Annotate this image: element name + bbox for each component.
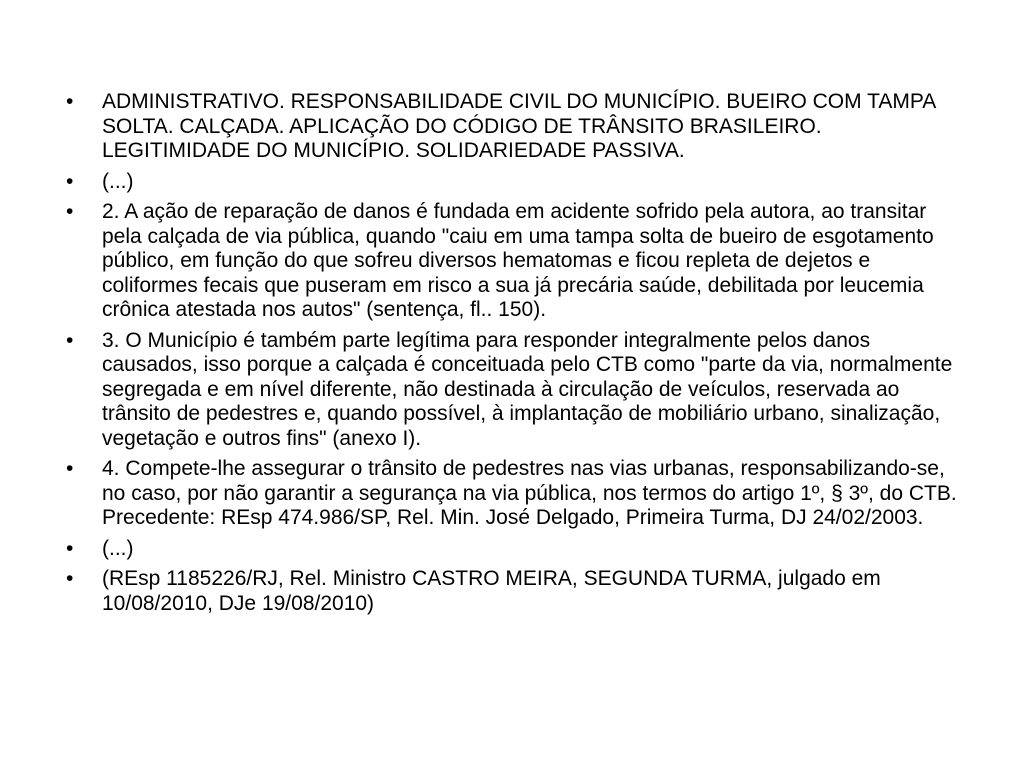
bullet-dot-icon: • <box>66 328 74 352</box>
bullet-item-point-4 <box>66 457 971 531</box>
bullet-item-point-3 <box>66 329 971 452</box>
bullet-text: 3. O Município é também parte legítima para responder integralmente pelos danos causados, isso porque a calçada é conceituada pelo CTB como "parte da via, normalmente segregada e em nível diferente, não destinada à circulação de veículos, reservada ao trânsito de pedestres e, quando possível, à implantação de mobiliário urbano, sinalização, vegetação e outros fins" (anexo I). <box>102 328 953 450</box>
bullet-item-citation <box>66 567 971 616</box>
bullet-text: ADMINISTRATIVO. RESPONSABILIDADE CIVIL DO MUNICÍPIO. BUEIRO COM TAMPA SOLTA. CALÇADA. APLICAÇÃO DO CÓDIGO DE TRÂNSITO BRASILEIRO. LEGITIMIDADE DO MUNICÍPIO. SOLIDARIEDADE PASSIVA. <box>102 90 936 162</box>
bullet-item-point-2 <box>66 200 971 323</box>
bullet-dot-icon: • <box>66 169 74 193</box>
bullet-item-ellipsis <box>66 537 971 562</box>
bullet-text: (REsp 1185226/RJ, Rel. Ministro CASTRO MEIRA, SEGUNDA TURMA, julgado em 10/08/2010, DJe 19/08/2010) <box>102 567 881 615</box>
bullet-dot-icon: • <box>66 457 74 480</box>
bullet-dot-icon: • <box>66 90 74 113</box>
bullet-dot-icon: • <box>66 567 74 590</box>
bullet-item-heading <box>66 90 971 164</box>
bullet-item-ellipsis <box>66 170 971 195</box>
bullet-list <box>66 90 971 622</box>
bullet-text: 2. A ação de reparação de danos é fundada em acidente sofrido pela autora, ao transitar pela calçada de via pública, quando "caiu em uma tampa solta de bueiro de esgotamento público, em função do que sofreu diversos hematomas e ficou repleta de dejetos e coliformes fecais que puseram em risco a sua já precária saúde, debilitada por leucemia crônica atestada nos autos" (sentença, fl.. 150). <box>102 200 934 321</box>
bullet-dot-icon: • <box>66 536 74 560</box>
bullet-text: 4. Compete-lhe assegurar o trânsito de pedestres nas vias urbanas, responsabilizando-se, no caso, por não garantir a segurança na via pública, nos termos do artigo 1º, § 3º, do CTB. Precedente: REsp 474.986/SP, Rel. Min. José Delgado, Primeira Turma, DJ 24/02/2003. <box>102 457 957 529</box>
bullet-text: (...) <box>102 536 134 560</box>
bullet-dot-icon: • <box>66 200 74 223</box>
bullet-text: (...) <box>102 169 134 193</box>
